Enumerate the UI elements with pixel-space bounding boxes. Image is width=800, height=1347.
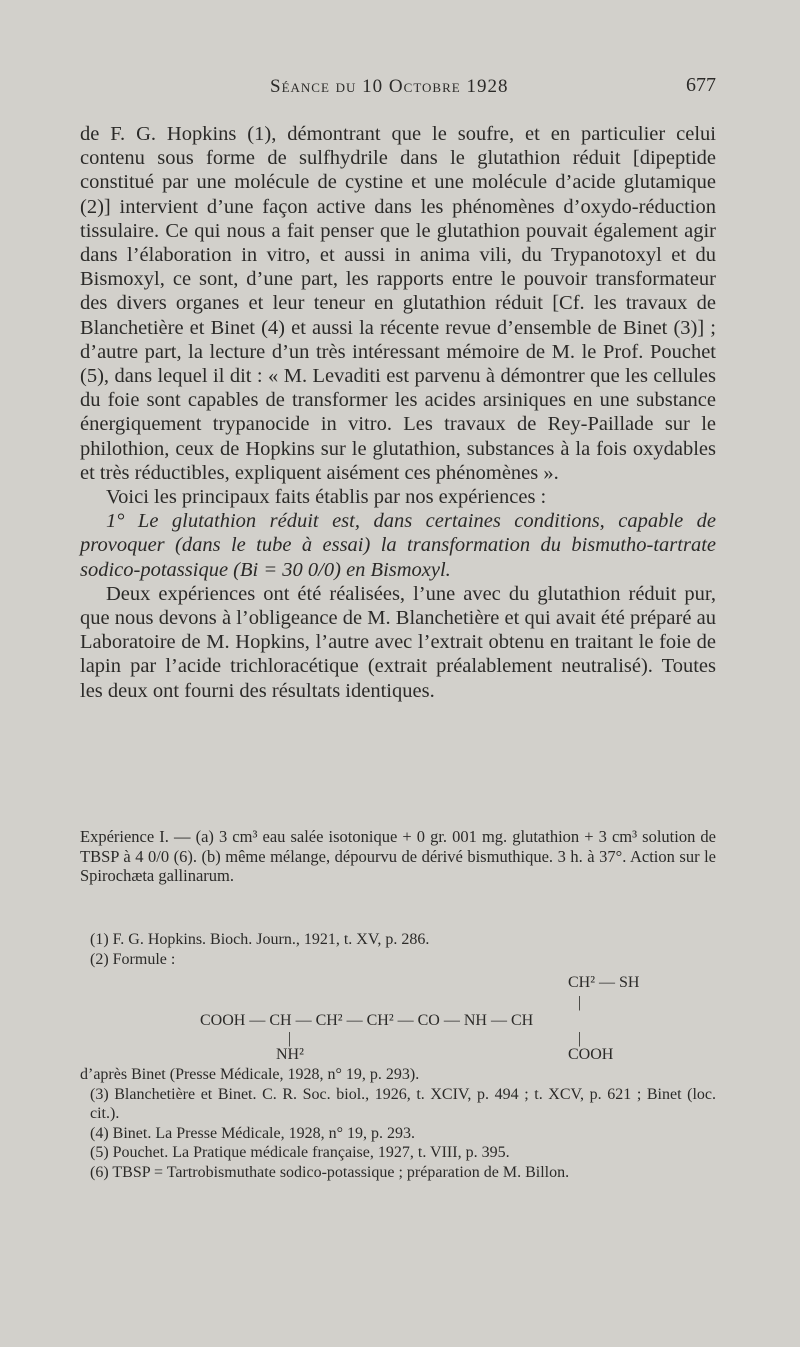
formula-bond: |	[578, 1030, 582, 1047]
formula-top: CH² — SH	[568, 974, 640, 991]
footnote-4: (4) Binet. La Presse Médicale, 1928, n° 19, p. 293.	[90, 1124, 415, 1142]
formula-bond: |	[288, 1030, 292, 1047]
paragraph: de F. G. Hopkins (1), démontrant que le soufre, et en particulier celui contenu sous forme de sulfhydrile dans le glutathion réduit [dipeptide constitué par une molécule de cystine et une molécule d’acide glutamique (2)] intervient d’une façon active dans les phénomènes d’oxydo-réduction tissulaire. Ce qui nous a fait penser que le glutathion pouvait également agir dans l’élaboration in vitro, et aussi in anima vili, du Trypanotoxyl et du Bismoxyl, ce sont, d’une part, les rapports entre le pouvoir transformateur des divers organes et leur teneur en glutathion réduit [Cf. les travaux de Blanchetière et Binet (4) et aussi la récente revue d’ensemble de Binet (3)] ; d’autre part, la lecture d’un très intéressant mémoire de M. le Prof. Pouchet (5), dans lequel il dit : « M. Levaditi est parvenu à démontrer que les cellules du foie sont capables de transformer les acides arsiniques en une substance énergiquement trypanocide in vitro. Les travaux de Rey-Paillade sur le philothion, ceux de Hopkins sur le glutathion, substances à la fois oxydables et très réductibles, expliquent aisément ces phénomènes ».	[80, 123, 716, 484]
formula-bond: |	[578, 994, 582, 1011]
footnotes	[80, 930, 716, 1182]
footnote-2-source: d’après Binet (Presse Médicale, 1928, n° 19, p. 293).	[80, 1066, 420, 1083]
paragraph: 1° Le glutathion réduit est, dans certaines conditions, capable de provoquer (dans le tube à essai) la transformation du bismutho-tartrate sodico-potassique (Bi = 30 0/0) en Bismoxyl.	[80, 510, 716, 581]
page-number: 677	[686, 74, 716, 96]
experiment-text: Expérience I. — (a) 3 cm³ eau salée isotonique + 0 gr. 001 mg. glutathion + 3 cm³ solution de TBSP à 4 0/0 (6). (b) même mélange, dépourvu de dérivé bismuthique. 3 h. à 37°. Action sur le Spirochæta gallinarum.	[80, 827, 716, 885]
main-text	[80, 122, 716, 703]
formula-nh2: NH²	[276, 1046, 304, 1063]
formula-main: COOH — CH — CH² — CH² — CO — NH — CH	[200, 1012, 534, 1029]
footnote-6: (6) TBSP = Tartrobismuthate sodico-potassique ; préparation de M. Billon.	[90, 1163, 570, 1181]
footnote-3: (3) Blanchetière et Binet. C. R. Soc. biol., 1926, t. XCIV, p. 494 ; t. XCV, p. 621 ; Binet (loc. cit.).	[90, 1085, 716, 1122]
experiment-note	[80, 827, 716, 886]
footnote-5: (5) Pouchet. La Pratique médicale française, 1927, t. VIII, p. 395.	[90, 1144, 510, 1161]
paragraph: Deux expériences ont été réalisées, l’une avec du glutathion réduit pur, que nous devons à l’obligeance de M. Blanchetière et qui avait été préparé au Laboratoire de M. Hopkins, l’autre avec l’extrait obtenu en traitant le foie de lapin par l’acide trichloracétique (extrait préalablement neutralisé). Toutes les deux ont fourni des résultats identiques.	[80, 582, 716, 702]
page-header	[80, 74, 716, 104]
footnote-1: (1) F. G. Hopkins. Bioch. Journ., 1921, t. XV, p. 286.	[90, 931, 430, 948]
chemical-formula	[80, 969, 716, 1065]
running-head: Séance du 10 Octobre 1928	[270, 76, 509, 97]
footnote-2: (2) Formule :	[90, 950, 176, 968]
formula-cooh: COOH	[568, 1046, 614, 1063]
paragraph: Voici les principaux faits établis par nos expériences :	[106, 486, 547, 509]
